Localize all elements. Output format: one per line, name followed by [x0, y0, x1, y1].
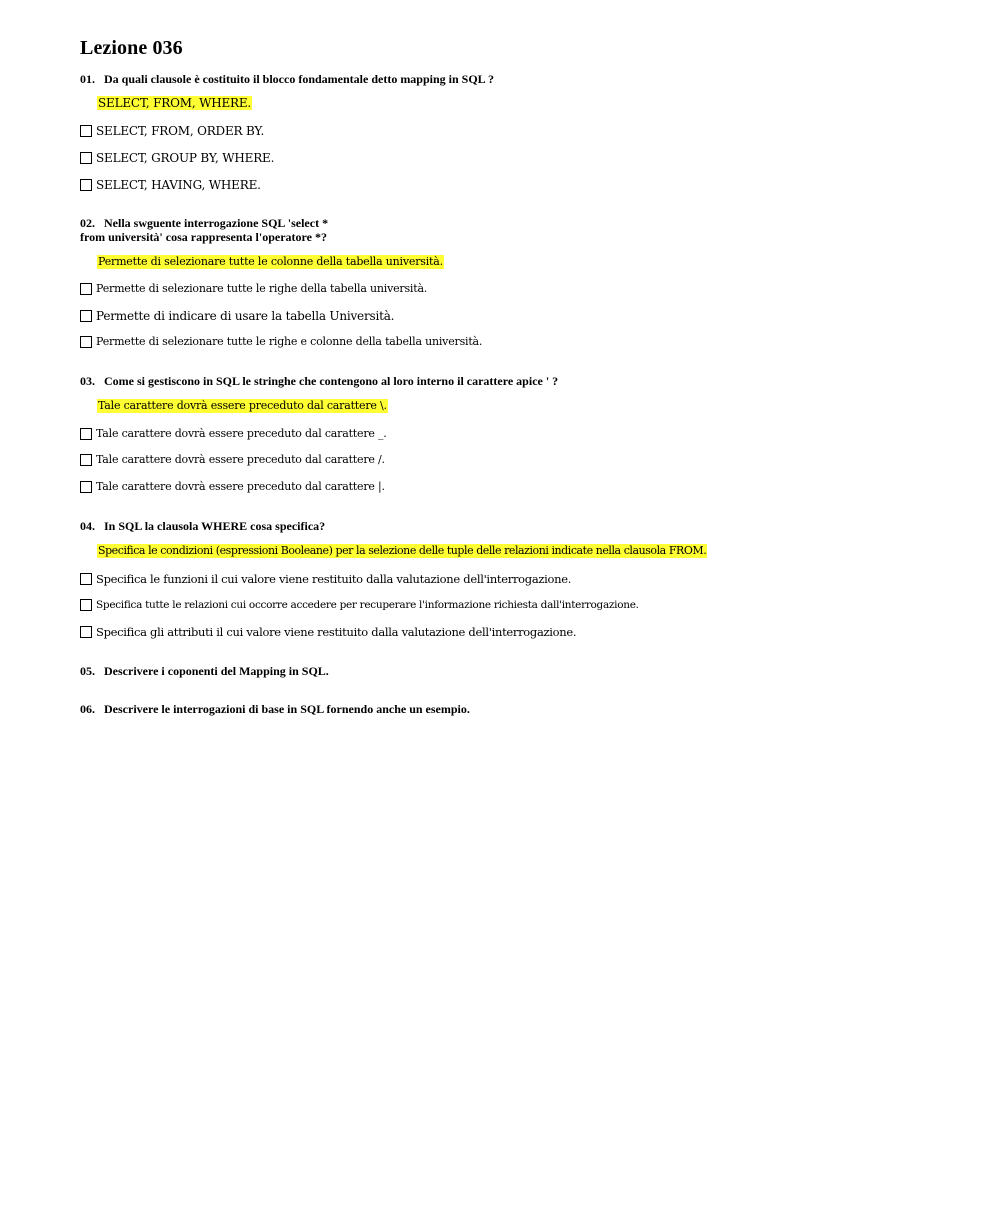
- option-04-c[interactable]: [80, 624, 576, 639]
- correct-answer-03: Tale carattere dovrà essere preceduto dal carattere \.: [98, 399, 387, 412]
- option-01-c[interactable]: [80, 177, 261, 192]
- option-04-a[interactable]: [80, 571, 571, 586]
- question-text: Descrivere i coponenti del Mapping in SQL.: [104, 664, 329, 678]
- option-text: SELECT, FROM, ORDER BY.: [96, 123, 265, 138]
- question-06: [80, 702, 470, 716]
- question-text: Come si gestiscono in SQL le stringhe che contengono al loro interno il carattere apice ' ?: [104, 374, 559, 388]
- question-number: 05.: [80, 664, 95, 678]
- correct-answer-02: Permette di selezionare tutte le colonne della tabella università.: [98, 255, 443, 268]
- question-02: [80, 216, 328, 244]
- option-02-c[interactable]: [80, 334, 482, 349]
- checkbox-icon[interactable]: [80, 179, 92, 191]
- checkbox-icon[interactable]: [80, 626, 92, 638]
- checkbox-icon[interactable]: [80, 283, 92, 295]
- option-text: Permette di selezionare tutte le righe della tabella università.: [96, 282, 428, 295]
- correct-answer-01: SELECT, FROM, WHERE.: [98, 96, 252, 110]
- option-03-c[interactable]: [80, 479, 385, 494]
- option-03-a[interactable]: [80, 426, 387, 441]
- checkbox-icon[interactable]: [80, 454, 92, 466]
- question-text: Descrivere le interrogazioni di base in SQL fornendo anche un esempio.: [104, 702, 470, 716]
- lesson-title: Lezione 036: [80, 37, 183, 59]
- question-01: [80, 72, 494, 86]
- option-01-b[interactable]: [80, 150, 274, 165]
- checkbox-icon[interactable]: [80, 481, 92, 493]
- checkbox-icon[interactable]: [80, 599, 92, 611]
- question-03: [80, 374, 558, 388]
- option-text: Specifica tutte le relazioni cui occorre accedere per recuperare l'informazione richiesta dall'interrogazione.: [96, 598, 639, 611]
- question-text: In SQL la clausola WHERE cosa specifica?: [104, 519, 326, 533]
- option-03-b[interactable]: [80, 452, 385, 467]
- question-number: 02.: [80, 216, 95, 230]
- option-02-a[interactable]: [80, 281, 427, 296]
- option-text: SELECT, HAVING, WHERE.: [96, 177, 261, 192]
- correct-answer-04: Specifica le condizioni (espressioni Booleane) per la selezione delle tuple delle relazioni indicate nella clausola FROM.: [98, 544, 707, 557]
- option-02-b[interactable]: [80, 308, 394, 323]
- option-text: Tale carattere dovrà essere preceduto dal carattere /.: [96, 453, 385, 466]
- option-text: Specifica gli attributi il cui valore viene restituito dalla valutazione dell'interrogazione.: [96, 624, 577, 639]
- option-text: Tale carattere dovrà essere preceduto dal carattere _.: [96, 427, 387, 440]
- option-04-b[interactable]: [80, 597, 639, 612]
- option-text: SELECT, GROUP BY, WHERE.: [96, 150, 275, 165]
- option-text: Permette di indicare di usare la tabella Università.: [96, 308, 395, 323]
- option-text: Permette di selezionare tutte le righe e colonne della tabella università.: [96, 335, 483, 348]
- option-01-a[interactable]: [80, 123, 264, 138]
- option-text: Tale carattere dovrà essere preceduto dal carattere |.: [96, 480, 385, 493]
- question-number: 06.: [80, 702, 95, 716]
- checkbox-icon[interactable]: [80, 428, 92, 440]
- question-04: [80, 519, 325, 533]
- question-number: 01.: [80, 72, 95, 86]
- question-number: 03.: [80, 374, 95, 388]
- checkbox-icon[interactable]: [80, 336, 92, 348]
- question-05: [80, 664, 329, 678]
- checkbox-icon[interactable]: [80, 573, 92, 585]
- option-text: Specifica le funzioni il cui valore viene restituito dalla valutazione dell'interrogazione.: [96, 571, 572, 586]
- checkbox-icon[interactable]: [80, 125, 92, 137]
- checkbox-icon[interactable]: [80, 310, 92, 322]
- question-text: Nella swguente interrogazione SQL 'select * from università' cosa rappresenta l'operatore *?: [80, 216, 329, 244]
- question-number: 04.: [80, 519, 95, 533]
- checkbox-icon[interactable]: [80, 152, 92, 164]
- question-text: Da quali clausole è costituito il blocco fondamentale detto mapping in SQL ?: [104, 72, 495, 86]
